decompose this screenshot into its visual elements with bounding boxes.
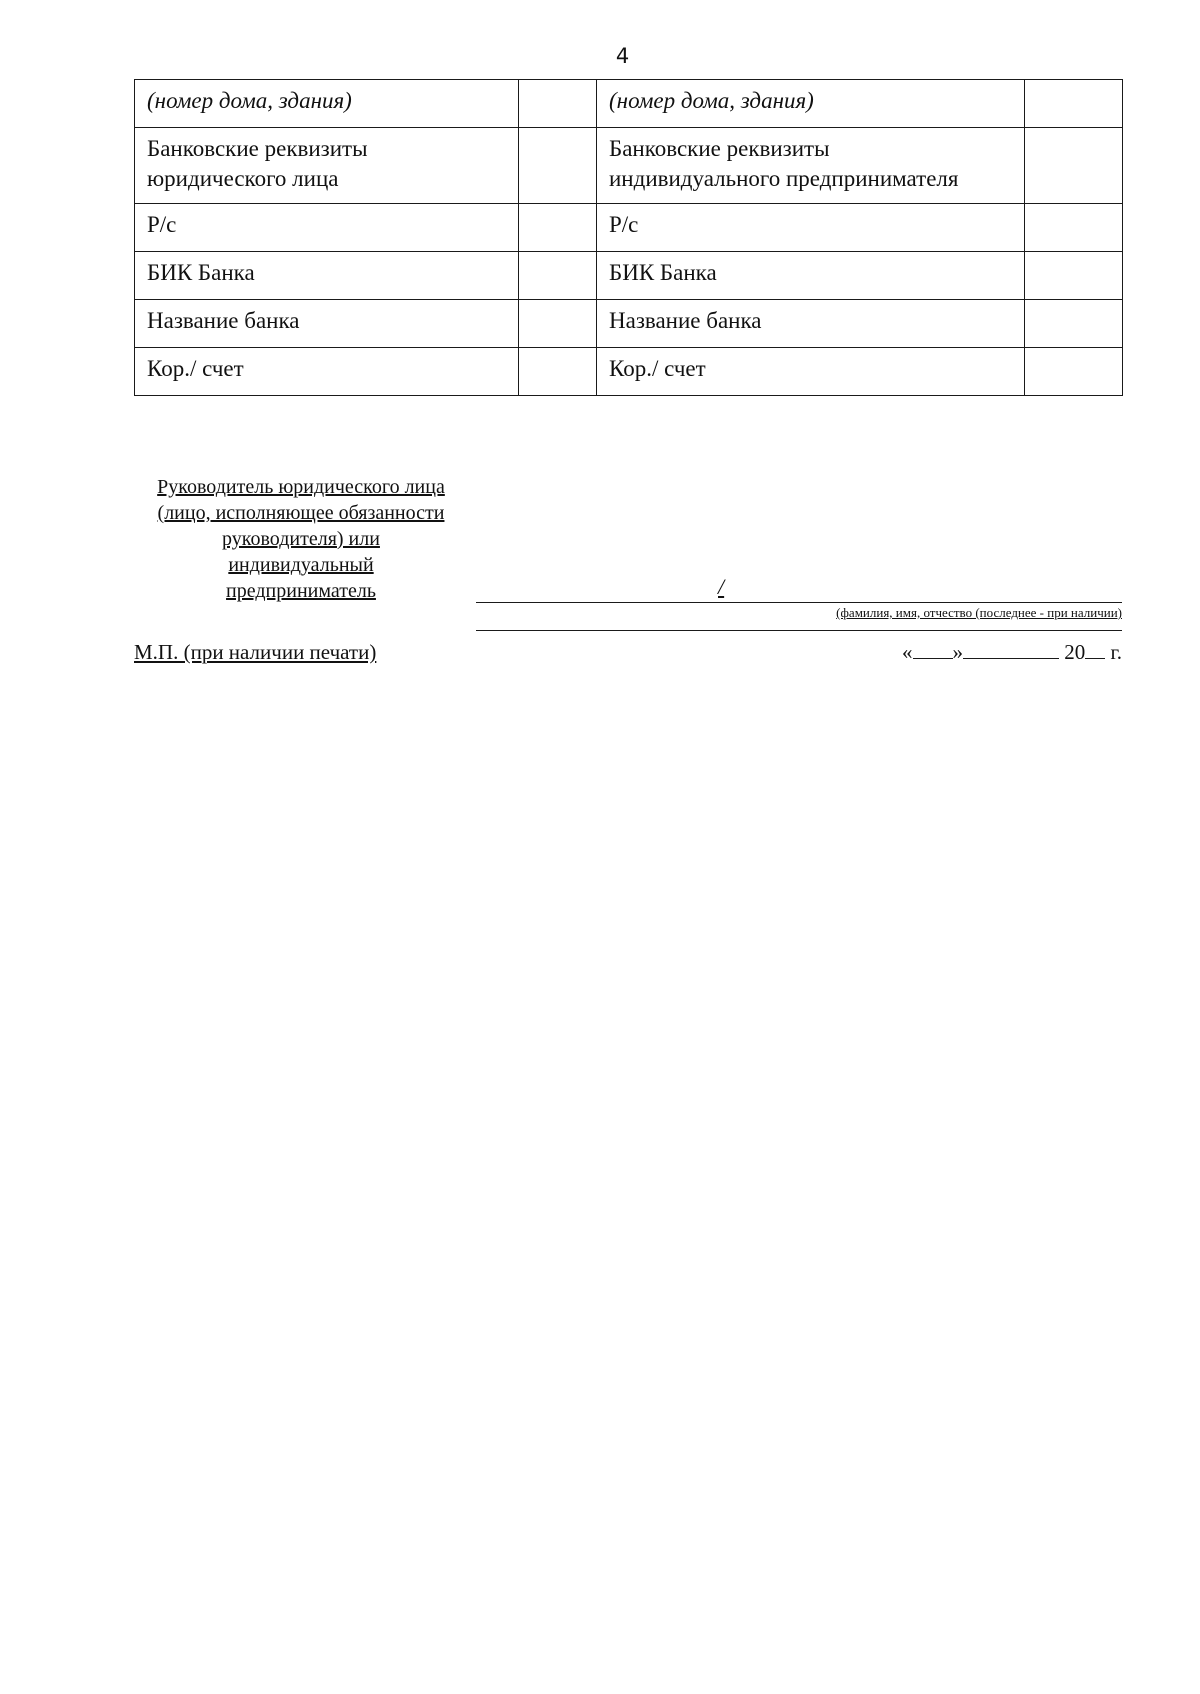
entrepreneur-bik-value[interactable] [1025,252,1123,300]
signer-title-line-1: Руководитель юридического лица [157,476,445,498]
signer-title-line-5: предприниматель [226,580,376,602]
legal-entity-bik-label: БИК Банка [135,252,519,300]
entrepreneur-corr-account-value[interactable] [1025,348,1123,396]
entrepreneur-account-label: Р/с [597,204,1025,252]
entrepreneur-bank-details-value[interactable] [1025,128,1123,204]
date-year-blank[interactable] [1085,640,1105,659]
table-row-bank-name [135,300,1123,348]
table-row-settlement-account [135,204,1123,252]
legal-entity-bank-details-label [135,128,519,204]
legal-entity-corr-account-value[interactable] [519,348,597,396]
legal-entity-account-value[interactable] [519,204,597,252]
caption-underline [476,630,1122,631]
date-open-quote: « [902,640,913,664]
legal-entity-bik-value[interactable] [519,252,597,300]
legal-entity-house-number-value[interactable] [519,80,597,128]
date-month-blank[interactable] [963,640,1059,659]
signature-line[interactable] [476,602,1122,603]
table-row-bank-details [135,128,1123,204]
entrepreneur-bank-details-label-text: Банковские реквизиты индивидуального предпринимателя [609,136,959,191]
entrepreneur-account-value[interactable] [1025,204,1123,252]
date-close-quote: » [952,640,963,664]
signer-title [134,474,468,604]
entrepreneur-bank-name-value[interactable] [1025,300,1123,348]
page-number: 4 [615,44,630,68]
entrepreneur-bik-label: БИК Банка [597,252,1025,300]
legal-entity-account-label: Р/с [135,204,519,252]
signer-title-line-4: индивидуальный [228,554,374,576]
entrepreneur-house-number-value[interactable] [1025,80,1123,128]
signature-caption: (фамилия, имя, отчество (последнее - при наличии) [836,605,1122,620]
legal-entity-corr-account-label: Кор./ счет [135,348,519,396]
date-field [902,640,1122,665]
date-year-suffix: г. [1110,640,1122,664]
date-year-prefix: 20 [1064,640,1086,664]
table-row-house-number [135,80,1123,128]
entrepreneur-house-number-label: (номер дома, здания) [597,80,1025,128]
table-row-correspondent-account [135,348,1123,396]
legal-entity-bank-name-label: Название банка [135,300,519,348]
signer-title-line-3: руководителя) или [222,528,380,550]
date-day-blank[interactable] [913,640,953,659]
legal-entity-bank-details-label-text: Банковские реквизиты юридического лица [147,136,368,191]
entrepreneur-corr-account-label: Кор./ счет [597,348,1025,396]
legal-entity-house-number-label: (номер дома, здания) [135,80,519,128]
signature-slash: / [718,574,725,599]
requisites-table [134,79,1123,396]
entrepreneur-bank-name-label: Название банка [597,300,1025,348]
legal-entity-bank-details-value[interactable] [519,128,597,204]
table-row-bik [135,252,1123,300]
entrepreneur-bank-details-label [597,128,1025,204]
legal-entity-bank-name-value[interactable] [519,300,597,348]
stamp-label: М.П. (при наличии печати) [134,640,377,664]
signer-title-line-2: (лицо, исполняющее обязанности [157,502,445,524]
